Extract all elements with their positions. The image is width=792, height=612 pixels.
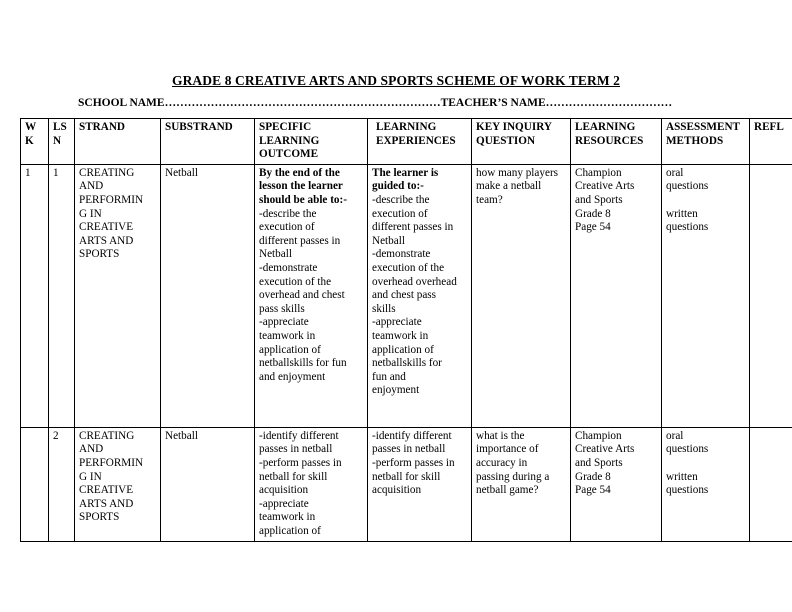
text-line: LEARNING	[575, 121, 636, 133]
text-line: -perform passes in	[372, 456, 455, 469]
text-line: LEARNING	[376, 121, 437, 133]
school-teacher-line: SCHOOL NAME………………………………………………………………TEACHER’S NAME……………………………	[78, 97, 673, 109]
text-line: enjoyment	[372, 384, 420, 397]
text-line: -identify different	[259, 429, 339, 442]
assessment-line: written	[666, 207, 698, 220]
outcome-cell	[255, 164, 368, 427]
text-line: Champion	[575, 429, 622, 442]
text-line: application of	[372, 343, 434, 356]
text-line: AND	[79, 443, 104, 456]
week-cell	[21, 427, 49, 541]
text-line: K	[25, 134, 34, 147]
text-line: fun and	[372, 370, 406, 383]
text-line: ARTS AND	[79, 234, 134, 247]
text-line: Champion	[575, 166, 622, 179]
text-line: teamwork in	[259, 511, 316, 524]
text-line: -describe the	[372, 193, 430, 206]
table-row	[21, 427, 792, 541]
text-line: -describe the	[259, 207, 317, 220]
header-assessment-methods	[662, 119, 750, 165]
text-line: CREATIVE	[79, 484, 134, 497]
text-line: -perform passes in	[259, 456, 342, 469]
text-line: execution of	[372, 207, 428, 220]
text-line: PERFORMIN	[79, 193, 144, 206]
lesson-cell: 1	[49, 164, 75, 427]
assessment-line: oral	[666, 429, 684, 442]
text-line: overhead overhead	[372, 275, 457, 288]
assessment-line: questions	[666, 443, 709, 456]
lesson-cell: 2	[49, 427, 75, 541]
substrand-cell: Netball	[161, 164, 255, 427]
text-line: W	[25, 121, 37, 133]
text-line: team?	[476, 193, 503, 206]
strand-cell	[75, 164, 161, 427]
text-line: SPORTS	[79, 511, 120, 524]
text-line: execution of the	[372, 261, 445, 274]
text-line: netball for skill	[259, 470, 328, 483]
text-line: netball game?	[476, 484, 539, 497]
text-line: CREATING	[79, 429, 135, 442]
text-line: overhead and chest	[259, 289, 345, 302]
text-line: passes in netball	[372, 443, 446, 456]
text-line: teamwork in	[372, 329, 429, 342]
header-lsn	[49, 119, 75, 165]
text-line: AND	[79, 180, 104, 193]
text-line: Page 54	[575, 484, 611, 497]
text-line: passes in netball	[259, 443, 333, 456]
assessment-line: oral	[666, 166, 684, 179]
text-line: execution of the	[259, 275, 332, 288]
experiences-body	[372, 194, 467, 398]
text-line: different passes in	[259, 234, 341, 247]
header-row	[21, 119, 792, 165]
text-line: skills	[372, 302, 396, 315]
text-line: netball for skill	[372, 470, 441, 483]
text-line: RESOURCES	[575, 134, 644, 147]
inquiry-cell	[472, 164, 571, 427]
reflection-cell	[750, 164, 792, 427]
header-strand	[75, 119, 161, 165]
experiences-intro	[372, 167, 467, 194]
text-line: SPORTS	[79, 248, 120, 261]
header-learning-experiences	[368, 119, 472, 165]
text-line: Netball	[259, 248, 292, 261]
text-line: ASSESSMENT	[666, 121, 740, 133]
text-line: SUBSTRAND	[165, 121, 233, 133]
resources-cell	[571, 427, 662, 541]
text-line: By the end of the	[259, 166, 340, 179]
text-line: LS	[53, 121, 67, 133]
text-line: accuracy in	[476, 456, 528, 469]
text-line: CREATIVE	[79, 221, 134, 234]
text-line: Creative Arts	[575, 443, 635, 456]
text-line: acquisition	[372, 484, 422, 497]
text-line: REFL	[754, 121, 784, 133]
text-line: and enjoyment	[259, 370, 326, 383]
text-line: different passes in	[372, 221, 454, 234]
week-cell: 1	[21, 164, 49, 427]
text-line: acquisition	[259, 484, 309, 497]
text-line: The learner is	[372, 166, 439, 179]
text-line: G IN	[79, 207, 102, 220]
text-line: passing during a	[476, 470, 550, 483]
text-line: and chest pass	[372, 289, 437, 302]
text-line: Page 54	[575, 221, 611, 234]
experiences-cell	[368, 427, 472, 541]
header-specific-learning-outcome	[255, 119, 368, 165]
text-line: Grade 8	[575, 207, 611, 220]
text-line: teamwork in	[259, 329, 316, 342]
text-line: -appreciate	[372, 316, 422, 329]
experiences-cell	[368, 164, 472, 427]
text-line: CREATING	[79, 166, 135, 179]
header-learning-resources	[571, 119, 662, 165]
text-line: make a netball	[476, 180, 542, 193]
text-line: Creative Arts	[575, 180, 635, 193]
outcome-cell	[255, 427, 368, 541]
text-line: PERFORMIN	[79, 456, 144, 469]
text-line: OUTCOME	[259, 148, 319, 161]
text-line: ARTS AND	[79, 497, 134, 510]
substrand-cell: Netball	[161, 427, 255, 541]
reflection-cell	[750, 427, 792, 541]
inquiry-cell	[472, 427, 571, 541]
assessment-line: questions	[666, 484, 709, 497]
text-line: -appreciate	[259, 316, 309, 329]
text-line: LEARNING	[259, 134, 320, 147]
assessment-line: questions	[666, 180, 709, 193]
outcome-body	[259, 208, 363, 385]
text-line: execution of	[259, 221, 315, 234]
scheme-of-work-table	[20, 118, 792, 542]
document-title: GRADE 8 CREATIVE ARTS AND SPORTS SCHEME OF WORK TERM 2	[171, 73, 621, 88]
assessment-cell	[662, 164, 750, 427]
text-line: QUESTION	[476, 134, 536, 147]
text-line: EXPERIENCES	[376, 134, 456, 147]
header-reflection	[750, 119, 792, 165]
strand-cell	[75, 427, 161, 541]
text-line: Grade 8	[575, 470, 611, 483]
text-line: lesson the learner	[259, 180, 343, 193]
text-line: -appreciate	[259, 497, 309, 510]
text-line: what is the	[476, 429, 525, 442]
text-line: and Sports	[575, 456, 623, 469]
text-line: SPECIFIC	[259, 121, 312, 133]
resources-cell	[571, 164, 662, 427]
text-line: application of	[259, 343, 321, 356]
outcome-intro	[259, 167, 363, 208]
text-line: should be able to:-	[259, 193, 347, 206]
assessment-cell	[662, 427, 750, 541]
text-line: Netball	[372, 234, 405, 247]
text-line: application of	[259, 524, 321, 537]
text-line: importance of	[476, 443, 539, 456]
text-line: -demonstrate	[372, 248, 431, 261]
text-line: netballskills for fun	[259, 357, 347, 370]
text-line: -identify different	[372, 429, 452, 442]
text-line: and Sports	[575, 193, 623, 206]
header-key-inquiry-question	[472, 119, 571, 165]
table-row	[21, 164, 792, 427]
text-line: G IN	[79, 470, 102, 483]
text-line: KEY INQUIRY	[476, 121, 552, 133]
text-line: netballskills for	[372, 357, 442, 370]
text-line: pass skills	[259, 302, 305, 315]
text-line: -demonstrate	[259, 261, 318, 274]
text-line: how many players	[476, 166, 559, 179]
assessment-line: questions	[666, 221, 709, 234]
text-line: N	[53, 134, 62, 147]
text-line: METHODS	[666, 134, 724, 147]
header-substrand	[161, 119, 255, 165]
assessment-line: written	[666, 470, 698, 483]
text-line: STRAND	[79, 121, 126, 133]
text-line: guided to:-	[372, 180, 424, 193]
header-wk	[21, 119, 49, 165]
